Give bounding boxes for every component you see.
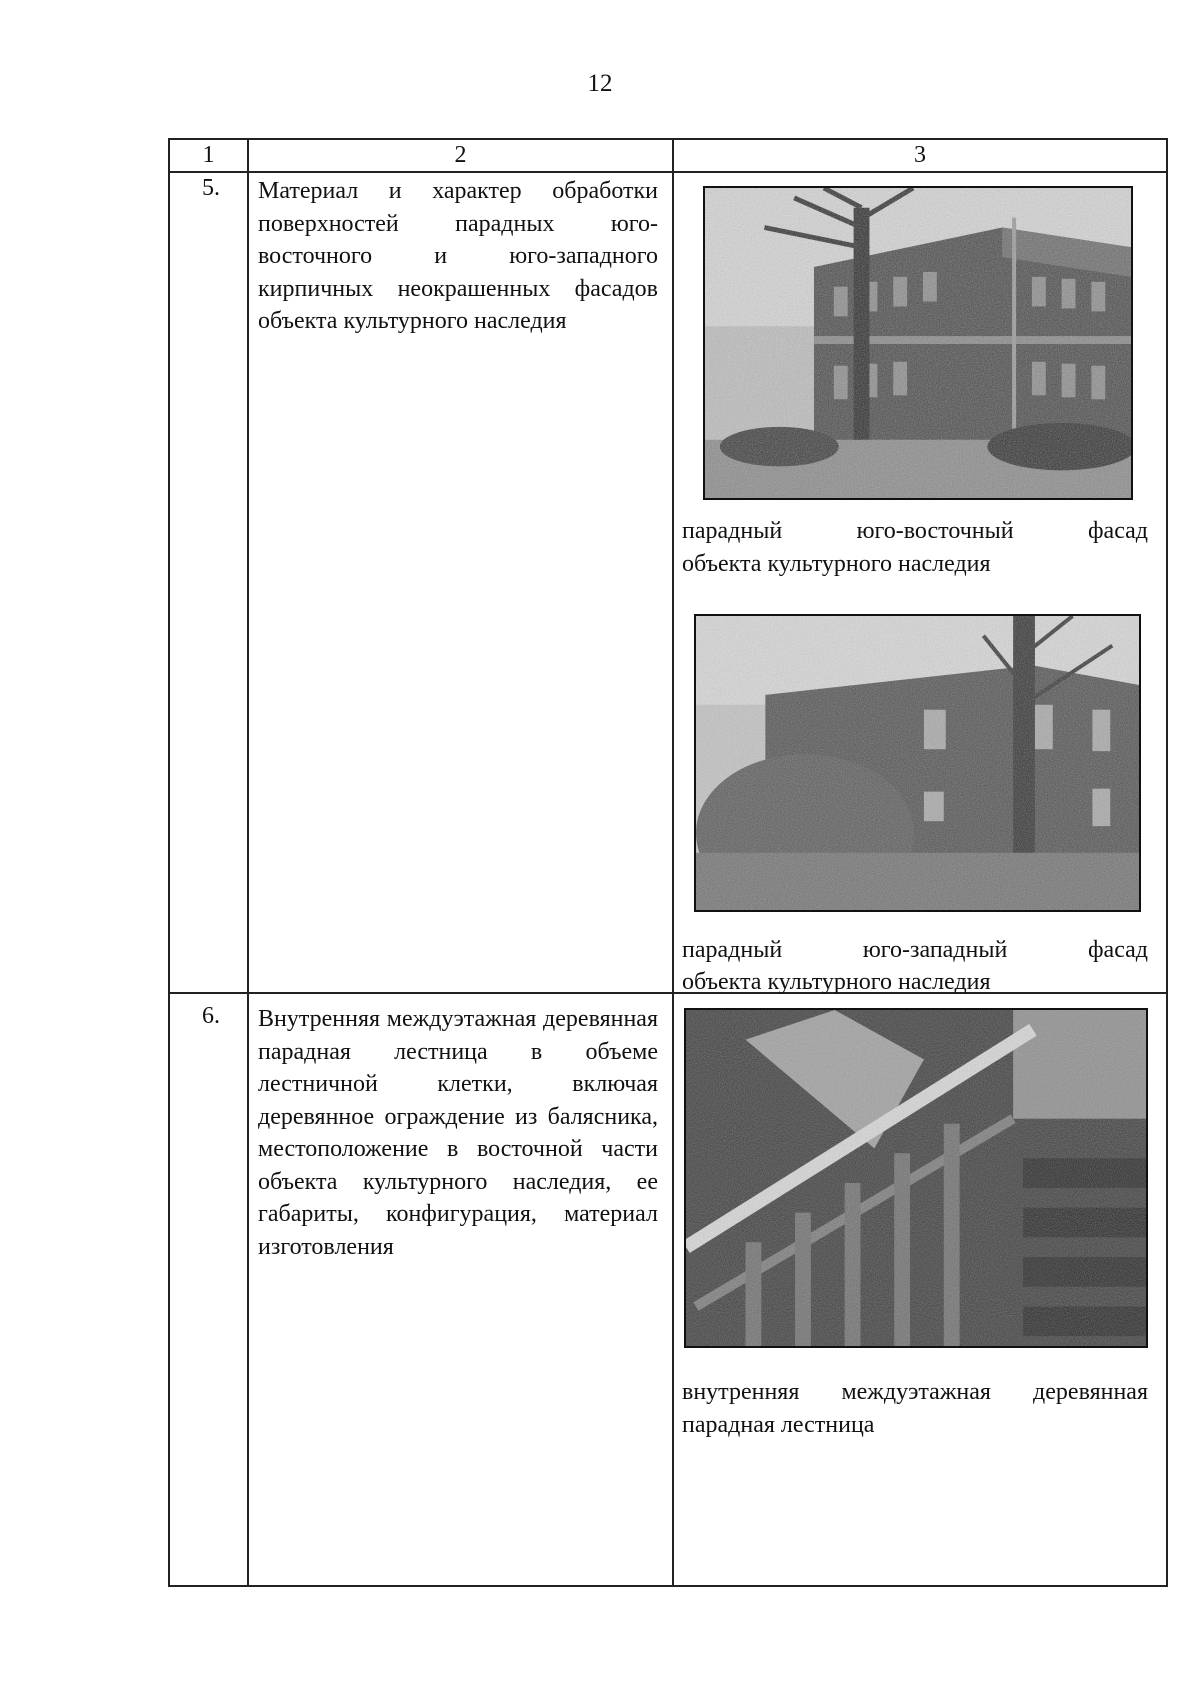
table-header-col-2: 2	[454, 142, 467, 168]
table-column-divider-1	[247, 138, 249, 1587]
table-column-divider-2	[672, 138, 674, 1587]
table-header-col-3: 3	[914, 142, 926, 168]
photo-caption-line: парадная лестница	[682, 1412, 875, 1438]
table-border-bottom	[168, 1585, 1168, 1587]
staircase-photo	[684, 1008, 1148, 1348]
photo-caption	[682, 515, 1148, 548]
table-border-top	[168, 138, 1168, 140]
photo-caption-line: парадный юго-восточный фасад	[682, 518, 1148, 544]
row-number: 5.	[202, 175, 220, 201]
photo-caption	[682, 934, 1148, 967]
photo-caption-line: внутренняя междуэтажная деревянная	[682, 1379, 1148, 1405]
row-description: Внутренняя междуэтажная деревянная парадная лестница в объеме лестничной клетки, включая деревянное ограждение из балясника, местоположение в восточной части объекта культурного наследия, ее габариты, конфигурация, материал изготовления	[258, 1006, 658, 1260]
photo-caption	[682, 966, 1148, 999]
photo-caption	[682, 548, 1148, 581]
south-east-facade-photo	[703, 186, 1133, 500]
table-header-divider	[168, 171, 1168, 173]
row-description: Материал и характер обработки поверхностей парадных юго-восточного и юго-западного кирпичных неокрашенных фасадов объекта культурного наследия	[258, 178, 658, 334]
photo-caption-line: объекта культурного наследия	[682, 551, 991, 577]
table-header-col-1: 1	[202, 142, 215, 168]
table-border-right	[1166, 138, 1168, 1587]
photo-caption	[682, 1409, 1148, 1442]
table-border-left	[168, 138, 170, 1587]
photo-caption-line: объекта культурного наследия	[682, 969, 991, 995]
photo-caption-line: парадный юго-западный фасад	[682, 937, 1148, 963]
photo-caption	[682, 1376, 1148, 1409]
south-west-facade-photo	[694, 614, 1141, 912]
page-number: 12	[587, 70, 613, 97]
row-number: 6.	[202, 1003, 220, 1029]
